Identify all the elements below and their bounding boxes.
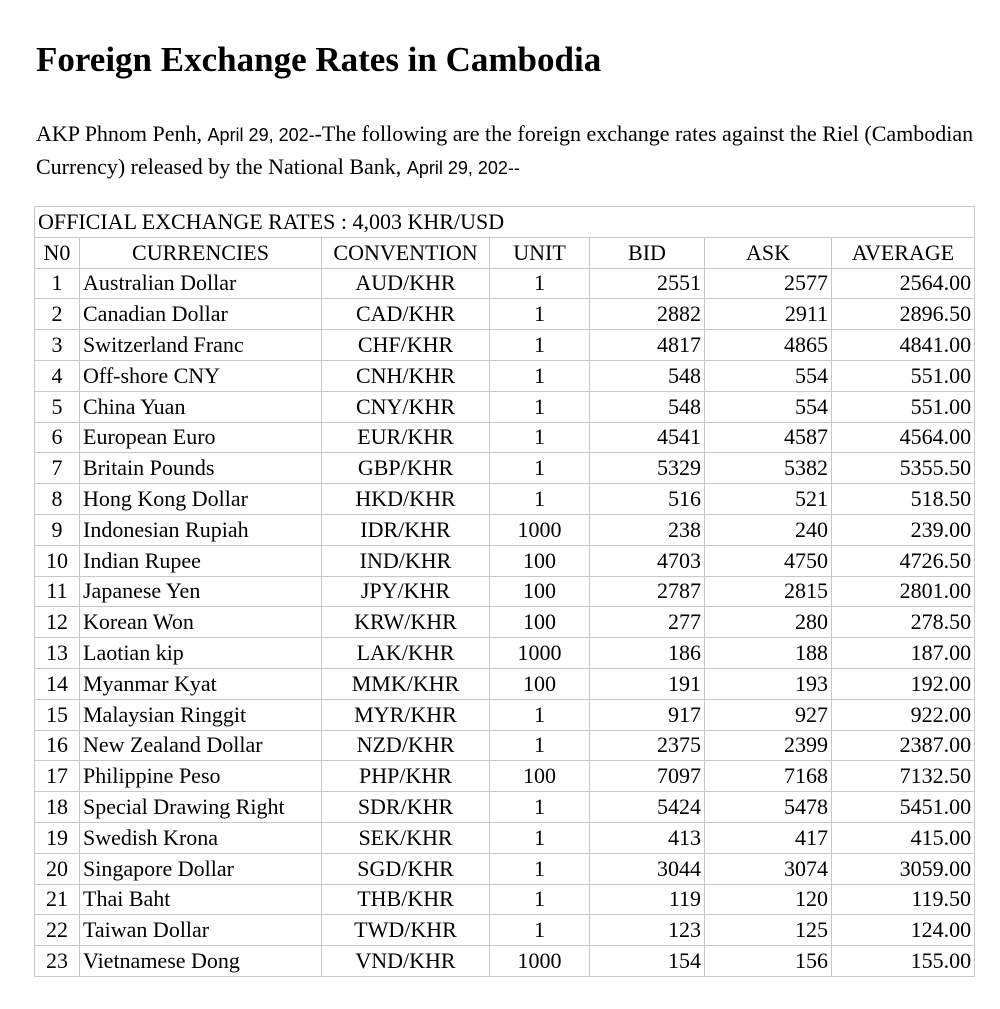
unit-value: 1000 [490, 638, 590, 669]
currency-pair: HKD/KHR [322, 484, 490, 515]
currency-name: Off-shore CNY [80, 360, 322, 391]
bid-value: 4541 [590, 422, 705, 453]
row-number: 4 [35, 360, 80, 391]
currency-pair: SEK/KHR [322, 822, 490, 853]
average-value: 278.50 [832, 607, 975, 638]
official-rate-label: OFFICIAL EXCHANGE RATES : 4,003 KHR/USD [35, 207, 975, 238]
table-row [35, 915, 975, 946]
bid-value: 5424 [590, 792, 705, 823]
currency-name: Swedish Krona [80, 822, 322, 853]
table-row [35, 484, 975, 515]
unit-value: 100 [490, 576, 590, 607]
average-value: 2564.00 [832, 268, 975, 299]
unit-value: 1 [490, 453, 590, 484]
row-number: 12 [35, 607, 80, 638]
table-row [35, 545, 975, 576]
currency-name: Myanmar Kyat [80, 668, 322, 699]
ask-value: 7168 [705, 761, 832, 792]
intro-date: April 29, 202- [207, 125, 315, 145]
average-value: 2801.00 [832, 576, 975, 607]
ask-value: 193 [705, 668, 832, 699]
ask-value: 554 [705, 360, 832, 391]
unit-value: 1 [490, 822, 590, 853]
bid-value: 2882 [590, 299, 705, 330]
currency-name: New Zealand Dollar [80, 730, 322, 761]
bid-value: 5329 [590, 453, 705, 484]
unit-value: 1 [490, 484, 590, 515]
header-bid: BID [590, 237, 705, 268]
table-row [35, 576, 975, 607]
unit-value: 100 [490, 545, 590, 576]
bid-value: 186 [590, 638, 705, 669]
header-no: N0 [35, 237, 80, 268]
currency-pair: IDR/KHR [322, 514, 490, 545]
exchange-rates-table [34, 206, 975, 977]
currency-name: Canadian Dollar [80, 299, 322, 330]
bid-value: 4817 [590, 330, 705, 361]
unit-value: 100 [490, 668, 590, 699]
currency-name: Indonesian Rupiah [80, 514, 322, 545]
unit-value: 1 [490, 391, 590, 422]
currency-pair: KRW/KHR [322, 607, 490, 638]
unit-value: 1 [490, 360, 590, 391]
unit-value: 1 [490, 730, 590, 761]
ask-value: 521 [705, 484, 832, 515]
average-value: 124.00 [832, 915, 975, 946]
currency-pair: NZD/KHR [322, 730, 490, 761]
average-value: 119.50 [832, 884, 975, 915]
ask-value: 2815 [705, 576, 832, 607]
ask-value: 240 [705, 514, 832, 545]
ask-value: 5478 [705, 792, 832, 823]
table-row [35, 699, 975, 730]
table-row [35, 453, 975, 484]
bid-value: 238 [590, 514, 705, 545]
row-number: 21 [35, 884, 80, 915]
currency-pair: GBP/KHR [322, 453, 490, 484]
row-number: 3 [35, 330, 80, 361]
currency-pair: VND/KHR [322, 946, 490, 977]
currency-pair: CAD/KHR [322, 299, 490, 330]
unit-value: 100 [490, 761, 590, 792]
table-row [35, 391, 975, 422]
row-number: 13 [35, 638, 80, 669]
table-header-row [35, 237, 975, 268]
table-row [35, 607, 975, 638]
average-value: 551.00 [832, 391, 975, 422]
currency-name: Malaysian Ringgit [80, 699, 322, 730]
bid-value: 2787 [590, 576, 705, 607]
ask-value: 156 [705, 946, 832, 977]
currency-pair: CNH/KHR [322, 360, 490, 391]
row-number: 7 [35, 453, 80, 484]
unit-value: 1 [490, 330, 590, 361]
unit-value: 1 [490, 792, 590, 823]
unit-value: 1 [490, 915, 590, 946]
currency-name: Laotian kip [80, 638, 322, 669]
ask-value: 927 [705, 699, 832, 730]
table-row [35, 299, 975, 330]
unit-value: 1 [490, 299, 590, 330]
ask-value: 417 [705, 822, 832, 853]
bid-value: 119 [590, 884, 705, 915]
currency-name: Special Drawing Right [80, 792, 322, 823]
currency-name: Vietnamese Dong [80, 946, 322, 977]
header-currencies: CURRENCIES [80, 237, 322, 268]
table-row [35, 792, 975, 823]
bid-value: 3044 [590, 853, 705, 884]
average-value: 2896.50 [832, 299, 975, 330]
row-number: 18 [35, 792, 80, 823]
bid-value: 123 [590, 915, 705, 946]
average-value: 518.50 [832, 484, 975, 515]
currency-name: Taiwan Dollar [80, 915, 322, 946]
currency-pair: PHP/KHR [322, 761, 490, 792]
currency-pair: JPY/KHR [322, 576, 490, 607]
unit-value: 1000 [490, 514, 590, 545]
intro-paragraph [36, 118, 976, 184]
currency-name: Australian Dollar [80, 268, 322, 299]
table-row [35, 360, 975, 391]
row-number: 1 [35, 268, 80, 299]
average-value: 4726.50 [832, 545, 975, 576]
average-value: 187.00 [832, 638, 975, 669]
ask-value: 120 [705, 884, 832, 915]
unit-value: 1 [490, 422, 590, 453]
table-row [35, 730, 975, 761]
unit-value: 1000 [490, 946, 590, 977]
currency-name: Philippine Peso [80, 761, 322, 792]
rates-table-body [35, 207, 975, 977]
currency-name: Britain Pounds [80, 453, 322, 484]
average-value: 5451.00 [832, 792, 975, 823]
bid-value: 4703 [590, 545, 705, 576]
unit-value: 1 [490, 699, 590, 730]
ask-value: 2577 [705, 268, 832, 299]
average-value: 4564.00 [832, 422, 975, 453]
currency-pair: MMK/KHR [322, 668, 490, 699]
unit-value: 1 [490, 853, 590, 884]
row-number: 14 [35, 668, 80, 699]
average-value: 7132.50 [832, 761, 975, 792]
bid-value: 516 [590, 484, 705, 515]
ask-value: 125 [705, 915, 832, 946]
row-number: 9 [35, 514, 80, 545]
row-number: 5 [35, 391, 80, 422]
table-row [35, 946, 975, 977]
currency-name: Thai Baht [80, 884, 322, 915]
row-number: 22 [35, 915, 80, 946]
header-ask: ASK [705, 237, 832, 268]
ask-value: 4587 [705, 422, 832, 453]
ask-value: 5382 [705, 453, 832, 484]
average-value: 4841.00 [832, 330, 975, 361]
table-row [35, 668, 975, 699]
ask-value: 280 [705, 607, 832, 638]
currency-pair: LAK/KHR [322, 638, 490, 669]
average-value: 155.00 [832, 946, 975, 977]
official-rate-row [35, 207, 975, 238]
table-row [35, 822, 975, 853]
bid-value: 917 [590, 699, 705, 730]
bid-value: 548 [590, 360, 705, 391]
row-number: 10 [35, 545, 80, 576]
bid-value: 2551 [590, 268, 705, 299]
ask-value: 2399 [705, 730, 832, 761]
currency-pair: EUR/KHR [322, 422, 490, 453]
ask-value: 2911 [705, 299, 832, 330]
ask-value: 188 [705, 638, 832, 669]
currency-name: Japanese Yen [80, 576, 322, 607]
currency-pair: THB/KHR [322, 884, 490, 915]
row-number: 23 [35, 946, 80, 977]
average-value: 5355.50 [832, 453, 975, 484]
currency-pair: TWD/KHR [322, 915, 490, 946]
ask-value: 4865 [705, 330, 832, 361]
currency-pair: AUD/KHR [322, 268, 490, 299]
bid-value: 413 [590, 822, 705, 853]
table-row [35, 638, 975, 669]
header-unit: UNIT [490, 237, 590, 268]
row-number: 17 [35, 761, 80, 792]
average-value: 2387.00 [832, 730, 975, 761]
page-title: Foreign Exchange Rates in Cambodia [36, 40, 602, 79]
currency-name: China Yuan [80, 391, 322, 422]
row-number: 16 [35, 730, 80, 761]
table-row [35, 422, 975, 453]
table-row [35, 514, 975, 545]
bid-value: 548 [590, 391, 705, 422]
bid-value: 277 [590, 607, 705, 638]
currency-pair: SGD/KHR [322, 853, 490, 884]
bid-value: 191 [590, 668, 705, 699]
header-average: AVERAGE [832, 237, 975, 268]
currency-name: Switzerland Franc [80, 330, 322, 361]
table-row [35, 268, 975, 299]
row-number: 20 [35, 853, 80, 884]
table-row [35, 330, 975, 361]
intro-release-date: April 29, 202-- [406, 158, 520, 178]
row-number: 2 [35, 299, 80, 330]
currency-name: Korean Won [80, 607, 322, 638]
currency-pair: CHF/KHR [322, 330, 490, 361]
unit-value: 100 [490, 607, 590, 638]
currency-name: Hong Kong Dollar [80, 484, 322, 515]
intro-text-start: AKP Phnom Penh, [36, 121, 208, 146]
row-number: 11 [35, 576, 80, 607]
currency-name: Singapore Dollar [80, 853, 322, 884]
currency-pair: CNY/KHR [322, 391, 490, 422]
unit-value: 1 [490, 268, 590, 299]
row-number: 6 [35, 422, 80, 453]
currency-name: Indian Rupee [80, 545, 322, 576]
currency-pair: SDR/KHR [322, 792, 490, 823]
table-row [35, 853, 975, 884]
table-row [35, 884, 975, 915]
row-number: 8 [35, 484, 80, 515]
average-value: 192.00 [832, 668, 975, 699]
header-convention: CONVENTION [322, 237, 490, 268]
bid-value: 2375 [590, 730, 705, 761]
average-value: 922.00 [832, 699, 975, 730]
ask-value: 554 [705, 391, 832, 422]
currency-name: European Euro [80, 422, 322, 453]
ask-value: 4750 [705, 545, 832, 576]
average-value: 239.00 [832, 514, 975, 545]
unit-value: 1 [490, 884, 590, 915]
average-value: 3059.00 [832, 853, 975, 884]
ask-value: 3074 [705, 853, 832, 884]
bid-value: 7097 [590, 761, 705, 792]
currency-pair: IND/KHR [322, 545, 490, 576]
average-value: 415.00 [832, 822, 975, 853]
currency-pair: MYR/KHR [322, 699, 490, 730]
table-row [35, 761, 975, 792]
intro-text-body: -The following are the foreign exchange rates against the Riel (Cambodian Currency) released by the National Bank, [36, 121, 974, 179]
bid-value: 154 [590, 946, 705, 977]
average-value: 551.00 [832, 360, 975, 391]
row-number: 19 [35, 822, 80, 853]
row-number: 15 [35, 699, 80, 730]
